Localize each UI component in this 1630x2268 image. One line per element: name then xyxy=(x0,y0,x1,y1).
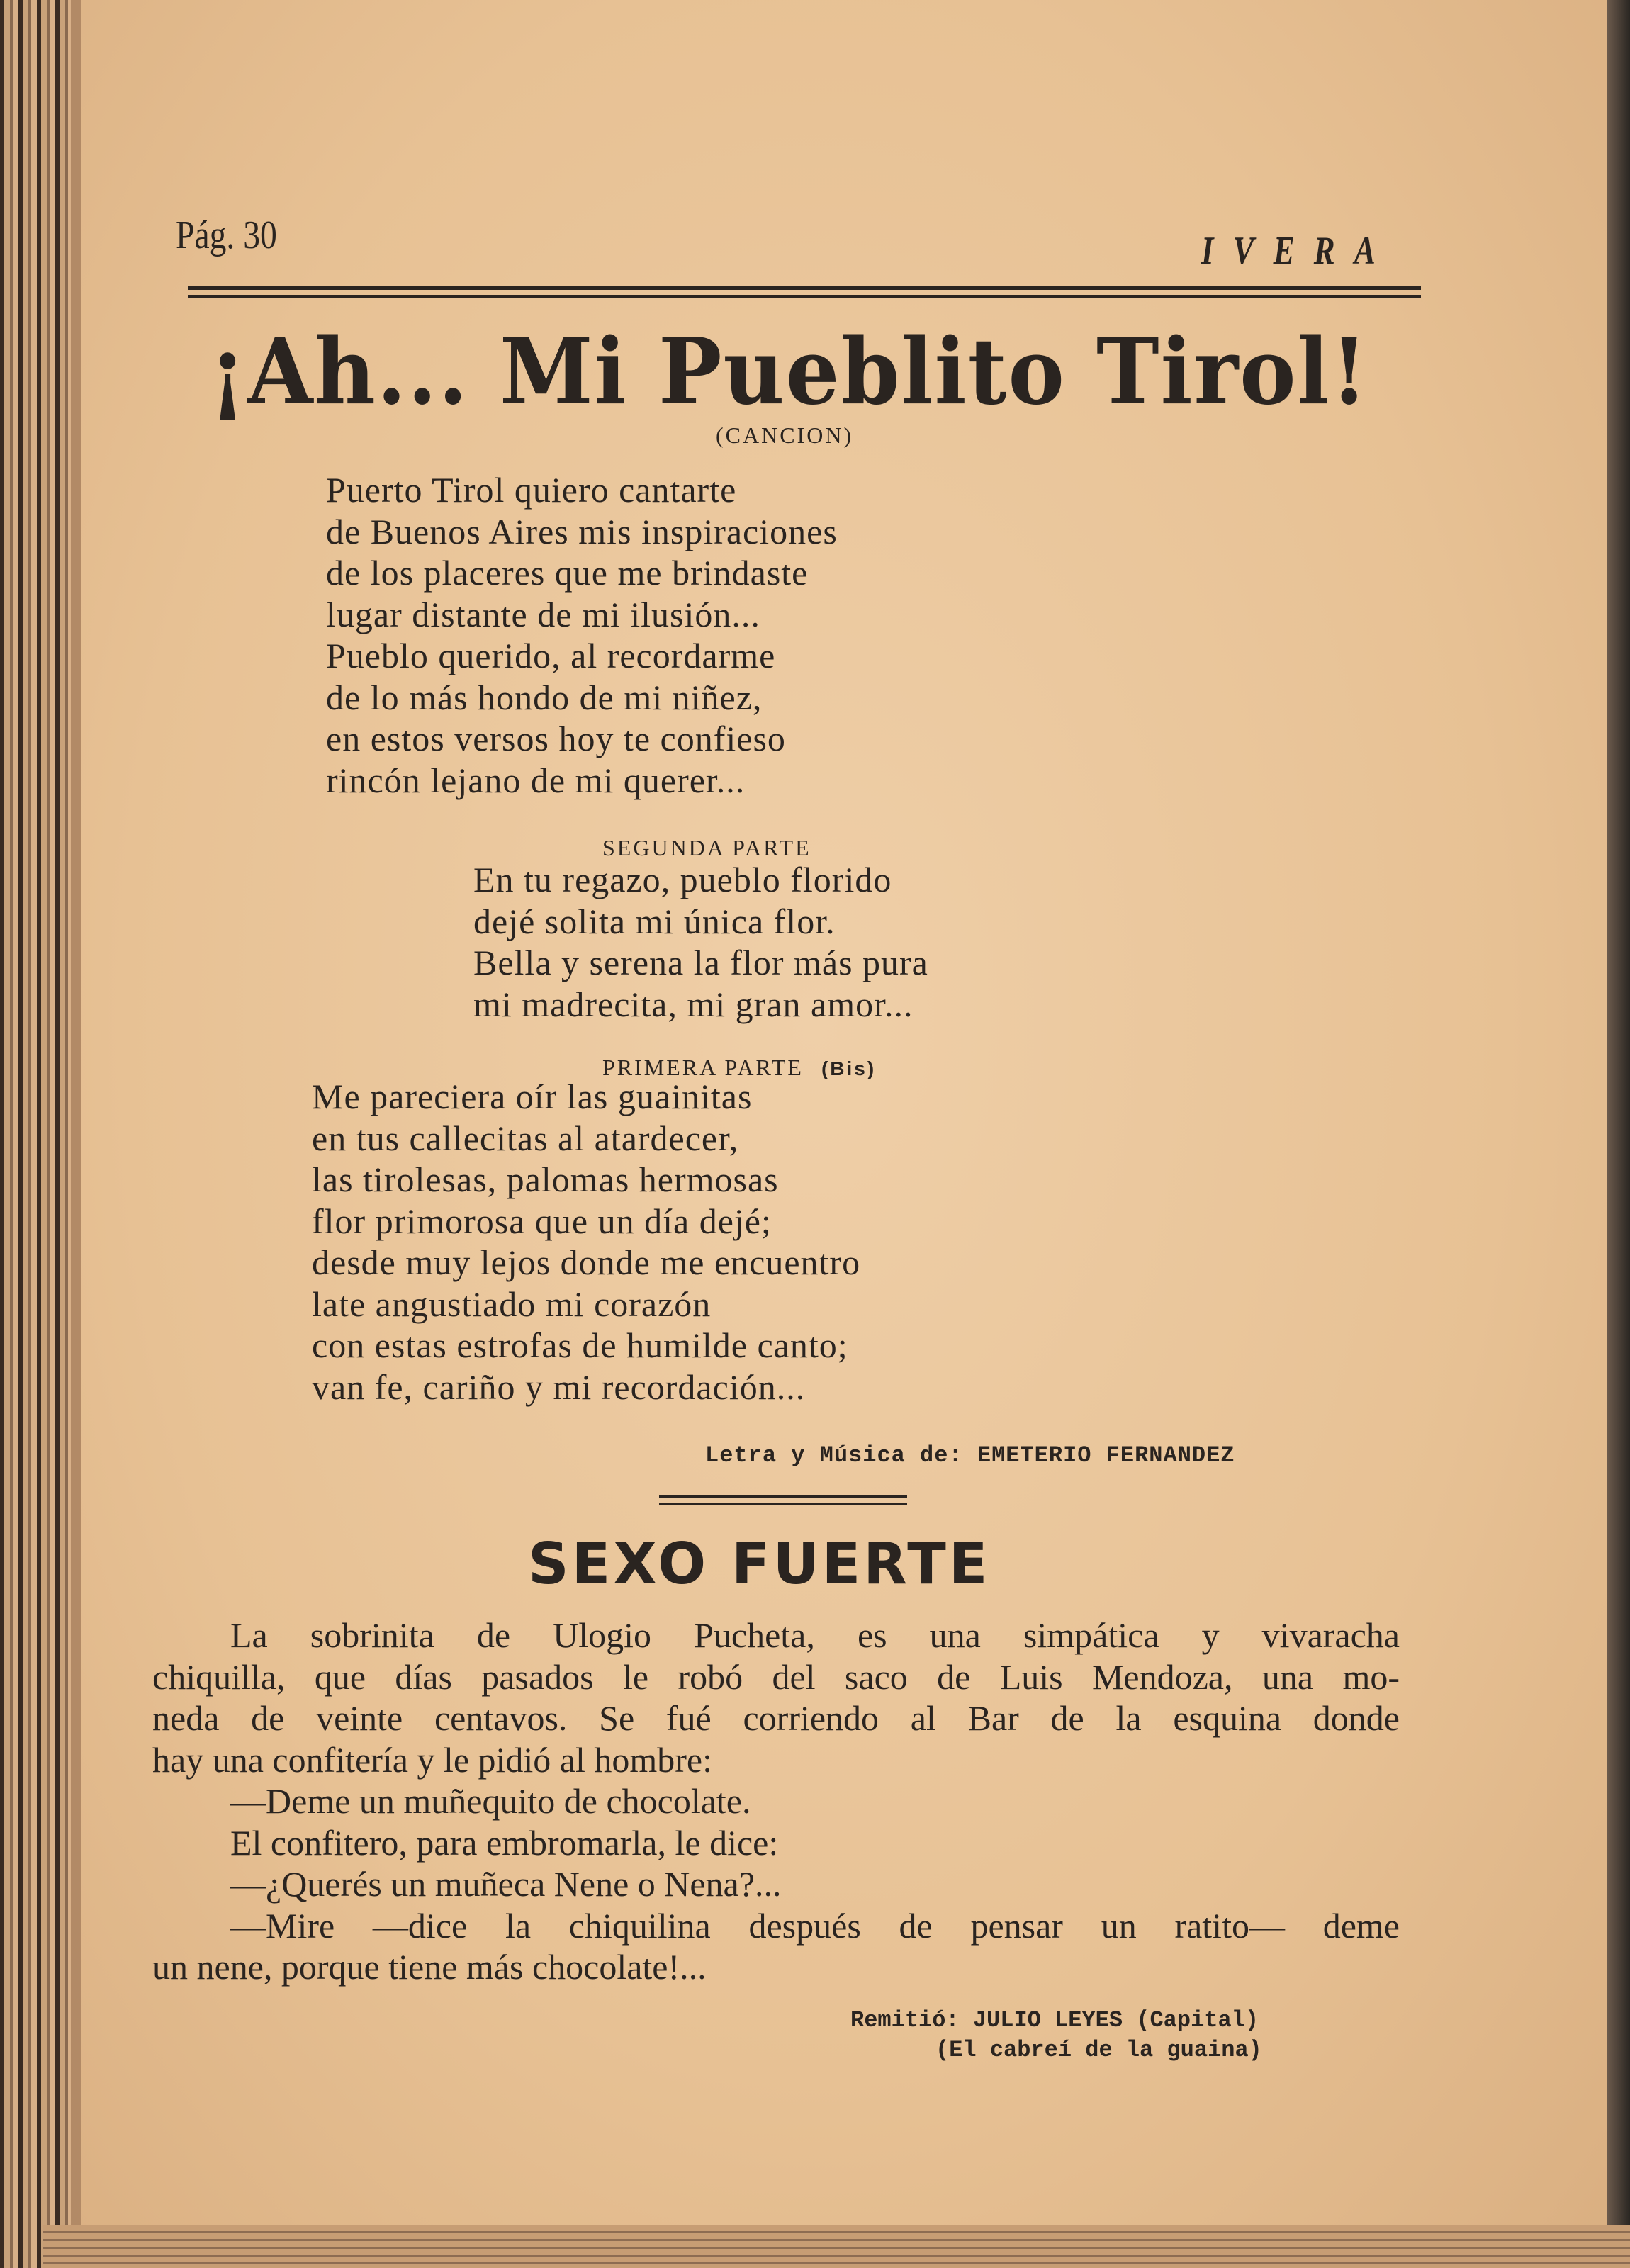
story-title: SEXO FUERTE xyxy=(528,1531,991,1597)
section-label-segunda: SEGUNDA PARTE xyxy=(602,835,811,860)
verse-line: Pueblo querido, al recordarme xyxy=(326,636,776,675)
verse-1 xyxy=(326,469,838,801)
verse-line: de Buenos Aires mis inspiraciones xyxy=(326,511,838,551)
section-label-text: PRIMERA PARTE xyxy=(602,1055,804,1080)
section-note: (Bis) xyxy=(821,1057,877,1079)
section-divider-top xyxy=(659,1495,907,1498)
verse-line: con estas estrofas de humilde canto; xyxy=(312,1325,848,1365)
page-stack-edge-bottom xyxy=(43,2225,1630,2268)
story-line: El confitero, para embromarla, le dice: xyxy=(230,1822,779,1863)
sender-note: (El cabreí de la guaina) xyxy=(935,2037,1262,2063)
verse-line: Me pareciera oír las guainitas xyxy=(312,1077,753,1116)
verse-line: dejé solita mi única flor. xyxy=(473,901,836,941)
header-rule-top xyxy=(188,286,1421,290)
verse-line: desde muy lejos donde me encuentro xyxy=(312,1242,861,1282)
story-line: —Deme un muñequito de chocolate. xyxy=(230,1781,751,1821)
verse-line: en estos versos hoy te confieso xyxy=(326,719,786,758)
story-sender xyxy=(850,2006,1262,2065)
page-number: Pág. 30 xyxy=(176,213,277,257)
verse-line: mi madrecita, mi gran amor... xyxy=(473,984,914,1024)
verse-line: las tirolesas, palomas hermosas xyxy=(312,1160,779,1199)
verse-line: late angustiado mi corazón xyxy=(312,1284,712,1324)
story-line: chiquilla, que días pasados le robó del saco de Luis Mendoza, una mo- xyxy=(152,1656,1400,1697)
verse-line: rincón lejano de mi querer... xyxy=(326,760,746,800)
page-stack-edge-left xyxy=(0,0,78,2268)
binding-shadow xyxy=(71,0,81,2268)
story-line: un nene, porque tiene más chocolate!... xyxy=(152,1947,707,1987)
section-divider-bottom xyxy=(659,1503,907,1505)
story-line: —¿Querés un muñeca Nene o Nena?... xyxy=(230,1864,782,1904)
verse-3 xyxy=(312,1076,860,1408)
verse-line: En tu regazo, pueblo florido xyxy=(473,860,892,899)
story-line: —Mire —dice la chiquilina después de pensar un ratito— deme xyxy=(230,1905,1400,1946)
header-rule-bottom xyxy=(188,295,1421,298)
verse-line: de lo más hondo de mi niñez, xyxy=(326,677,763,717)
story-line: La sobrinita de Ulogio Pucheta, es una simpática y vivaracha xyxy=(230,1615,1400,1655)
verse-line: de los placeres que me brindaste xyxy=(326,553,809,593)
page-edge-right xyxy=(1607,0,1630,2268)
verse-line: van fe, cariño y mi recordación... xyxy=(312,1366,806,1407)
sender-line: Remitió: JULIO LEYES (Capital) xyxy=(850,2007,1259,2033)
verse-line: en tus callecitas al atardecer, xyxy=(312,1118,739,1158)
verse-line: Bella y serena la flor más pura xyxy=(473,943,928,982)
verse-line: flor primorosa que un día dejé; xyxy=(312,1201,772,1241)
verse-2 xyxy=(473,859,928,1025)
story-line: hay una confitería y le pidió al hombre: xyxy=(152,1739,713,1780)
song-subtitle: (CANCION) xyxy=(716,422,854,448)
song-title: ¡Ah... Mi Pueblito Tirol! xyxy=(209,319,1369,425)
story-line: neda de veinte centavos. Se fué corriendo al Bar de la esquina donde xyxy=(152,1698,1400,1738)
verse-line: Puerto Tirol quiero cantarte xyxy=(326,470,737,510)
story-body xyxy=(152,1615,1400,1988)
song-credit: Letra y Música de: EMETERIO FERNANDEZ xyxy=(705,1442,1235,1469)
verse-line: lugar distante de mi ilusión... xyxy=(326,594,760,634)
magazine-name: IVERA xyxy=(1201,229,1395,273)
